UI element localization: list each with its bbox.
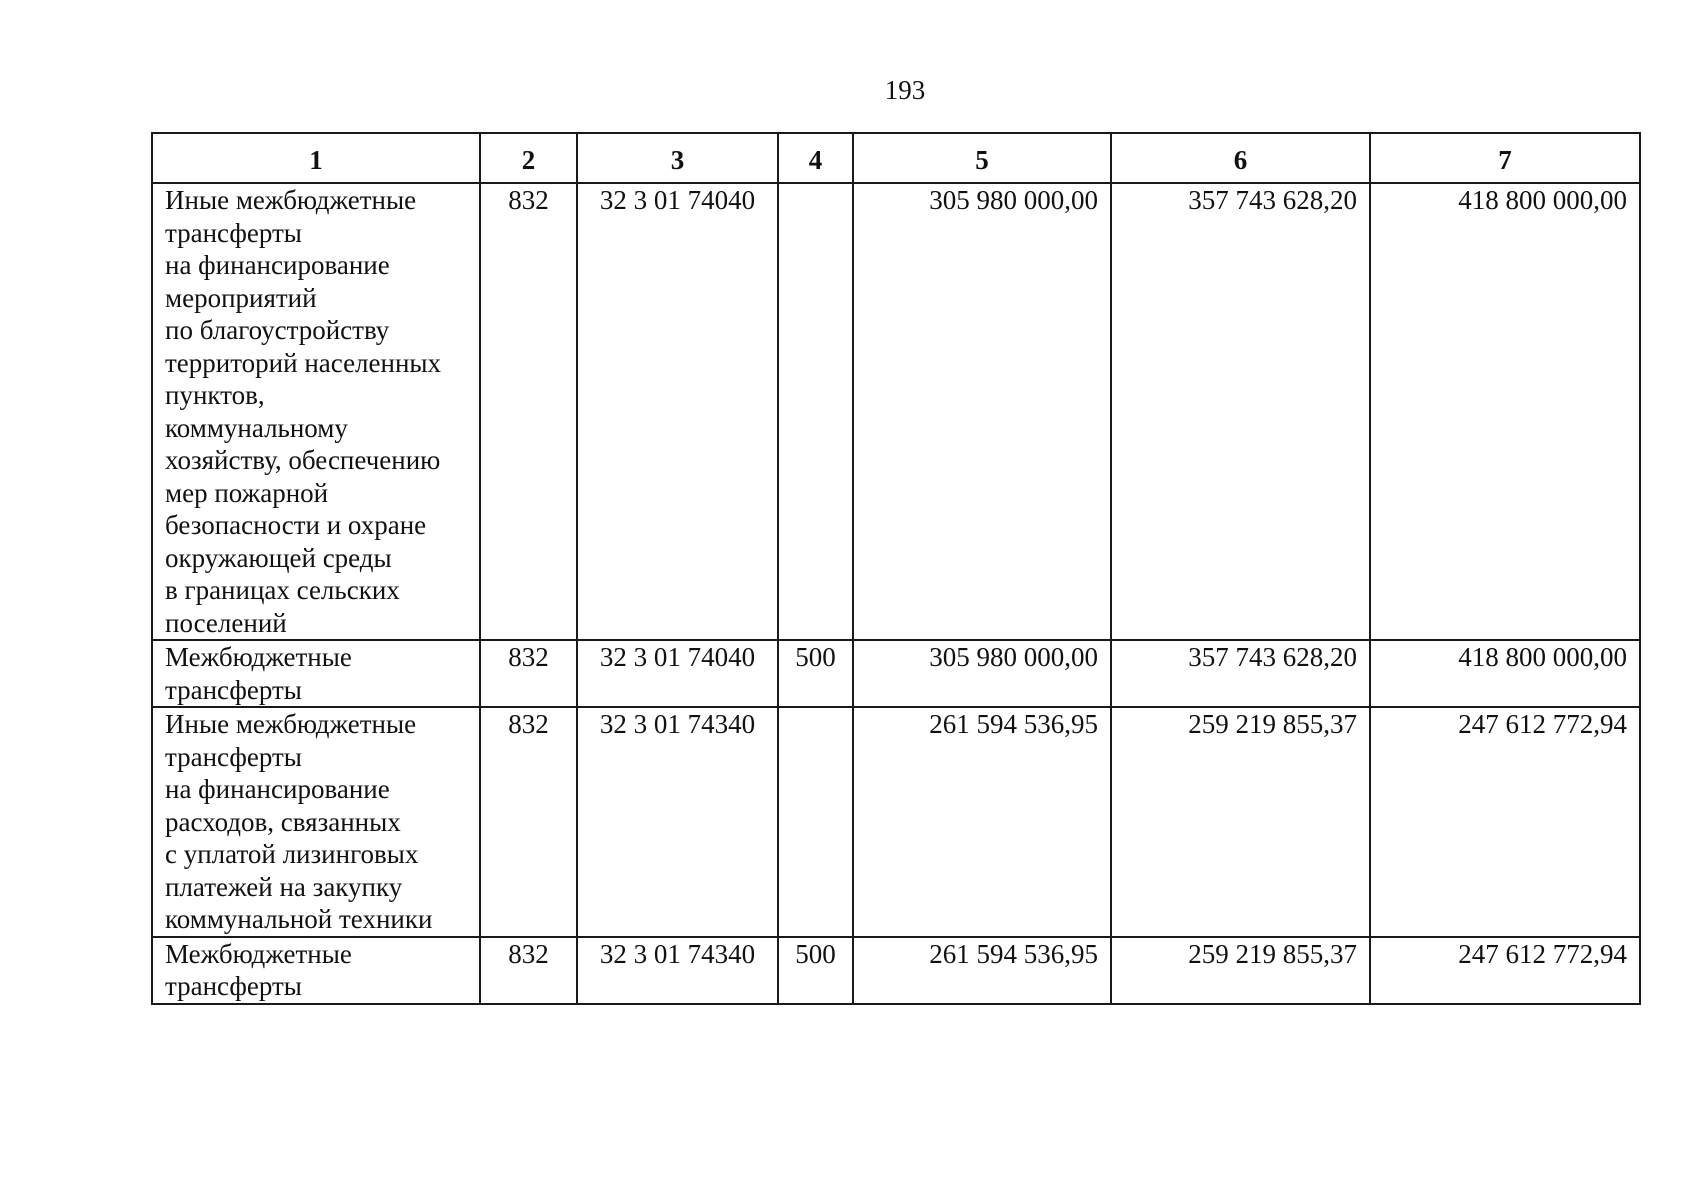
row-name-line: по благоустройству (165, 315, 390, 345)
row-name-line: на финансирование (165, 774, 390, 804)
row-name-cell (152, 707, 480, 937)
amount-col5-cell: 261 594 536,95 (853, 707, 1111, 937)
amount-col7-cell: 418 800 000,00 (1370, 640, 1640, 707)
target-article-cell: 32 3 01 74040 (577, 183, 778, 640)
amount-col6-cell: 259 219 855,37 (1111, 937, 1370, 1004)
row-name-line: расходов, связанных (165, 806, 401, 837)
row-name-line: хозяйству, обеспечению (165, 445, 441, 475)
budget-table (151, 132, 1641, 1005)
amount-col6-cell: 357 743 628,20 (1111, 640, 1370, 707)
amount-col5-cell: 305 980 000,00 (853, 183, 1111, 640)
column-header-6: 6 (1111, 133, 1370, 183)
row-name-line: с уплатой лизинговых (165, 839, 419, 869)
amount-col6-cell: 357 743 628,20 (1111, 183, 1370, 640)
row-name-line: Иные межбюджетные (165, 185, 417, 215)
row-name-line: территорий населенных (165, 347, 442, 378)
row-name-line: трансферты (165, 674, 302, 705)
row-name-line: трансферты (165, 217, 302, 248)
ministry-code-cell: 832 (480, 937, 577, 1004)
table-row (152, 640, 1640, 707)
table-row (152, 707, 1640, 937)
expense-type-cell: 500 (778, 937, 853, 1004)
row-name-cell (152, 937, 480, 1004)
row-name-line: коммунальному (165, 412, 348, 443)
row-name-line: мероприятий (165, 282, 317, 313)
target-article-cell: 32 3 01 74340 (577, 937, 778, 1004)
row-name-line: безопасности и охране (165, 510, 427, 540)
row-name-line: Межбюджетные (165, 938, 352, 969)
row-name-cell (152, 640, 480, 707)
row-name-line: на финансирование (165, 250, 390, 280)
row-name-line: поселений (165, 607, 287, 638)
row-name-line: трансферты (165, 971, 302, 1001)
amount-col5-cell: 305 980 000,00 (853, 640, 1111, 707)
table-header-row (152, 133, 1640, 183)
column-header-5: 5 (853, 133, 1111, 183)
ministry-code-cell: 832 (480, 183, 577, 640)
row-name-line: мер пожарной (165, 477, 329, 508)
column-header-4: 4 (778, 133, 853, 183)
expense-type-cell (778, 707, 853, 937)
amount-col7-cell: 418 800 000,00 (1370, 183, 1640, 640)
amount-col6-cell: 259 219 855,37 (1111, 707, 1370, 937)
column-header-7: 7 (1370, 133, 1640, 183)
amount-col7-cell: 247 612 772,94 (1370, 707, 1640, 937)
row-name-line: пунктов, (165, 380, 265, 410)
ministry-code-cell: 832 (480, 707, 577, 937)
target-article-cell: 32 3 01 74040 (577, 640, 778, 707)
expense-type-cell: 500 (778, 640, 853, 707)
row-name-line: платежей на закупку (165, 871, 403, 902)
column-header-3: 3 (577, 133, 778, 183)
column-header-1: 1 (152, 133, 480, 183)
row-name-line: коммунальной техники (165, 904, 433, 934)
table-row (152, 937, 1640, 1004)
amount-col7-cell: 247 612 772,94 (1370, 937, 1640, 1004)
row-name-line: трансферты (165, 741, 302, 772)
row-name-line: окружающей среды (165, 542, 392, 573)
table-row (152, 183, 1640, 640)
row-name-cell (152, 183, 480, 640)
target-article-cell: 32 3 01 74340 (577, 707, 778, 937)
page-number: 193 (884, 75, 926, 105)
amount-col5-cell: 261 594 536,95 (853, 937, 1111, 1004)
expense-type-cell (778, 183, 853, 640)
ministry-code-cell: 832 (480, 640, 577, 707)
row-name-line: в границах сельских (165, 575, 400, 605)
column-header-2: 2 (480, 133, 577, 183)
row-name-line: Межбюджетные (165, 642, 352, 672)
row-name-line: Иные межбюджетные (165, 709, 417, 739)
